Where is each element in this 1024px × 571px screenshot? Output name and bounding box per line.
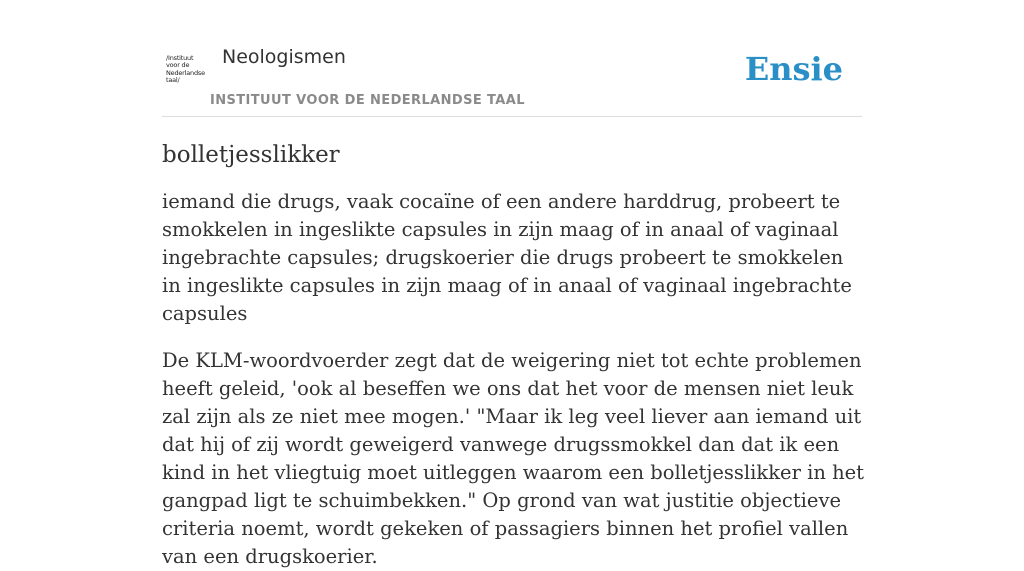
ensie-logo[interactable]: Ensie bbox=[744, 50, 843, 88]
header bbox=[162, 40, 862, 117]
ivdnt-logo[interactable]: /Instituut voor de Nederlandse taal/ bbox=[166, 54, 205, 85]
organization-name: INSTITUUT VOOR DE NEDERLANDSE TAAL bbox=[210, 93, 525, 108]
entry-definition: iemand die drugs, vaak cocaïne of een andere harddrug, probeert te smokkelen in ingeslikte capsules in zijn maag of in anaal of vaginaal ingebrachte capsules; drugskoerier die drugs probeert te smokkelen in ingeslikte capsules in zijn maag of in anaal of vaginaal ingebrachte capsules bbox=[162, 190, 852, 325]
entry-term: bolletjesslikker bbox=[162, 142, 340, 168]
entry-content bbox=[162, 138, 867, 571]
site-name[interactable]: Neologismen bbox=[222, 46, 346, 68]
entry-quote: De KLM-woordvoerder zegt dat de weigering niet tot echte problemen heeft geleid, 'ook al beseffen we ons dat het voor de mensen niet leuk zal zijn als ze niet mee mogen.' "Maar ik leg veel liever aan iemand uit dat hij of zij wordt geweigerd vanwege drugssmokkel dan dat ik een kind in het vliegtuig moet uitleggen waarom een bolletjesslikker in het gangpad ligt te schuimbekken." Op grond van wat justitie objectieve criteria noemt, wordt gekeken of passagiers binnen het profiel vallen van een drugskoerier. bbox=[162, 349, 865, 568]
